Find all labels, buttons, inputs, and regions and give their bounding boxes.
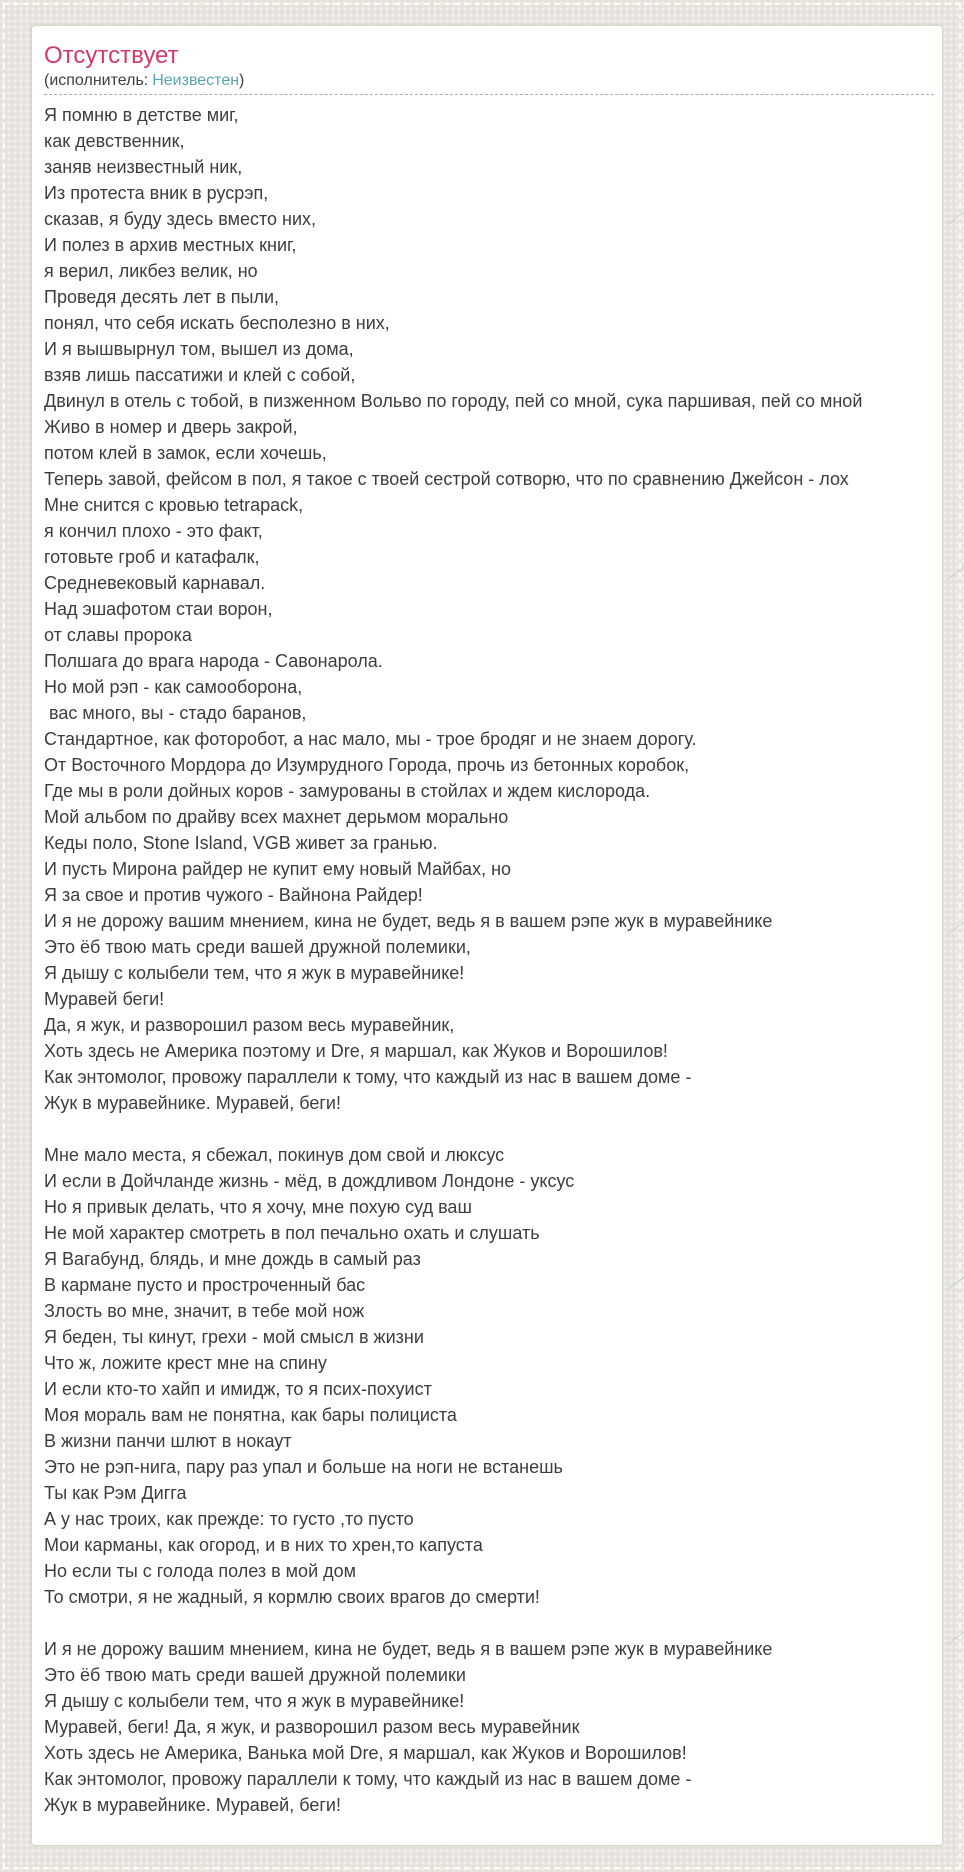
- lyric-line: Жук в муравейнике. Муравей, беги!: [44, 1795, 341, 1815]
- lyric-line: Я за свое и против чужого - Вайнона Райдер!: [44, 885, 423, 905]
- lyric-line: Моя мораль вам не понятна, как бары полициста: [44, 1405, 457, 1425]
- lyric-line: готовьте гроб и катафалк,: [44, 547, 260, 567]
- lyric-line: [44, 1116, 934, 1142]
- lyric-line: я верил, ликбез велик, но: [44, 261, 258, 281]
- lyric-line: Да, я жук, и разворошил разом весь муравейник,: [44, 1015, 455, 1035]
- lyric-line: И я вышвырнул том, вышел из дома,: [44, 339, 354, 359]
- lyric-line: сказав, я буду здесь вместо них,: [44, 209, 317, 229]
- lyric-line: Не мой характер смотреть в пол печально охать и слушать: [44, 1223, 540, 1243]
- lyric-line: Что ж, ложите крест мне на спину: [44, 1353, 327, 1373]
- lyric-line: И я не дорожу вашим мнением, кина не будет, ведь я в вашем рэпе жук в муравейнике: [44, 1639, 773, 1659]
- lyric-line: И если кто-то хайп и имидж, то я псих-похуист: [44, 1379, 432, 1399]
- lyric-line: В кармане пусто и простроченный бас: [44, 1275, 366, 1295]
- dotted-separator: [44, 94, 934, 95]
- lyric-line: Как энтомолог, провожу параллели к тому, что каждый из нас в вашем доме -: [44, 1067, 692, 1087]
- lyric-line: Мне снится с кровью tetrapack,: [44, 495, 304, 515]
- lyric-line: Мне мало места, я сбежал, покинув дом свой и люксус: [44, 1145, 505, 1165]
- lyric-line: Это ёб твою мать среди вашей дружной полемики: [44, 1665, 466, 1685]
- lyric-line: Хоть здесь не Америка, Ванька мой Dre, я маршал, как Жуков и Ворошилов!: [44, 1743, 687, 1763]
- lyric-line: Жук в муравейнике. Муравей, беги!: [44, 1093, 341, 1113]
- lyric-line: Мои карманы, как огород, и в них то хрен,то капуста: [44, 1535, 483, 1555]
- lyric-line: Муравей, беги! Да, я жук, и разворошил разом весь муравейник: [44, 1717, 580, 1737]
- lyric-line: Это ёб твою мать среди вашей дружной полемики,: [44, 937, 471, 957]
- lyric-line: взяв лишь пассатижи и клей с собой,: [44, 365, 356, 385]
- lyric-line: Но мой рэп - как самооборона,: [44, 677, 303, 697]
- lyric-line: Полшага до врага народа - Савонарола.: [44, 651, 383, 671]
- lyric-line: Над эшафотом стаи ворон,: [44, 599, 273, 619]
- lyric-line: И полез в архив местных книг,: [44, 235, 297, 255]
- lyric-line: Где мы в роли дойных коров - замурованы в стойлах и ждем кислорода.: [44, 781, 651, 801]
- fold-mark: [947, 1273, 964, 1290]
- fold-mark: [947, 918, 964, 935]
- lyric-line: Я дышу с колыбели тем, что я жук в муравейнике!: [44, 1691, 465, 1711]
- lyric-line: И я не дорожу вашим мнением, кина не будет, ведь я в вашем рэпе жук в муравейнике: [44, 911, 773, 931]
- lyric-line: Злость во мне, значит, в тебе мой нож: [44, 1301, 365, 1321]
- lyric-line: Хоть здесь не Америка поэтому и Dre, я маршал, как Жуков и Ворошилов!: [44, 1041, 668, 1061]
- lyric-line: понял, что себя искать бесполезно в них,: [44, 313, 390, 333]
- lyric-line: Из протеста вник в русрэп,: [44, 183, 269, 203]
- lyric-line: Муравей беги!: [44, 989, 165, 1009]
- lyric-line: Кеды поло, Stone Island, VGB живет за гранью.: [44, 833, 438, 853]
- lyric-line: И если в Дойчланде жизнь - мёд, в дождливом Лондоне - уксус: [44, 1171, 575, 1191]
- lyric-line: Теперь завой, фейсом в пол, я такое с твоей сестрой сотворю, что по сравнению Джейсон - лох: [44, 469, 849, 489]
- lyric-line: И пусть Мирона райдер не купит ему новый Майбах, но: [44, 859, 512, 879]
- lyric-line: То смотри, я не жадный, я кормлю своих врагов до смерти!: [44, 1587, 540, 1607]
- artist-link[interactable]: Неизвестен: [152, 72, 240, 89]
- lyric-line: Живо в номер и дверь закрой,: [44, 417, 298, 437]
- fold-mark: [947, 208, 964, 225]
- lyric-line: я кончил плохо - это факт,: [44, 521, 263, 541]
- lyric-line: Я Вагабунд, блядь, и мне дождь в самый раз: [44, 1249, 421, 1269]
- lyric-line: Мой альбом по драйву всех махнет дерьмом морально: [44, 807, 509, 827]
- lyric-line: Проведя десять лет в пыли,: [44, 287, 280, 307]
- lyric-line: От Восточного Мордора до Изумрудного Города, прочь из бетонных коробок,: [44, 755, 690, 775]
- lyric-line: Я дышу с колыбели тем, что я жук в муравейнике!: [44, 963, 465, 983]
- lyric-line: Это не рэп-нига, пару раз упал и больше на ноги не встанешь: [44, 1457, 563, 1477]
- fold-mark: [947, 563, 964, 580]
- lyric-line: заняв неизвестный ник,: [44, 157, 243, 177]
- lyric-line: [44, 1610, 934, 1636]
- lyric-line: Как энтомолог, провожу параллели к тому, что каждый из нас в вашем доме -: [44, 1769, 692, 1789]
- song-title: Отсутствует: [44, 42, 179, 69]
- lyric-line: А у нас троих, как прежде: то густо ,то пусто: [44, 1509, 414, 1529]
- lyrics-text: [44, 102, 934, 1818]
- lyric-line: Ты как Рэм Дигга: [44, 1483, 187, 1503]
- artist-label: (исполнитель:: [44, 72, 149, 89]
- lyric-line: вас много, вы - стадо баранов,: [44, 703, 307, 723]
- lyric-line: от славы пророка: [44, 625, 192, 645]
- lyrics-card: [31, 25, 943, 1846]
- fold-mark: [947, 1628, 964, 1645]
- lyric-line: Но если ты с голода полез в мой дом: [44, 1561, 357, 1581]
- lyric-line: Стандартное, как фоторобот, а нас мало, мы - трое бродяг и не знаем дорогу.: [44, 729, 697, 749]
- lyric-line: Средневековый карнавал.: [44, 573, 266, 593]
- lyric-line: Двинул в отель с тобой, в пизженном Вольво по городу, пей со мной, сука паршивая, пей со мной: [44, 391, 863, 411]
- lyric-line: В жизни панчи шлют в нокаут: [44, 1431, 292, 1451]
- lyric-line: Я помню в детстве миг,: [44, 105, 239, 125]
- lyric-line: потом клей в замок, если хочешь,: [44, 443, 327, 463]
- artist-line: [44, 71, 934, 91]
- lyric-line: как девственник,: [44, 131, 185, 151]
- artist-label-close: ): [239, 72, 245, 89]
- lyric-line: Я беден, ты кинут, грехи - мой смысл в жизни: [44, 1327, 424, 1347]
- lyric-line: Но я привык делать, что я хочу, мне похую суд ваш: [44, 1197, 472, 1217]
